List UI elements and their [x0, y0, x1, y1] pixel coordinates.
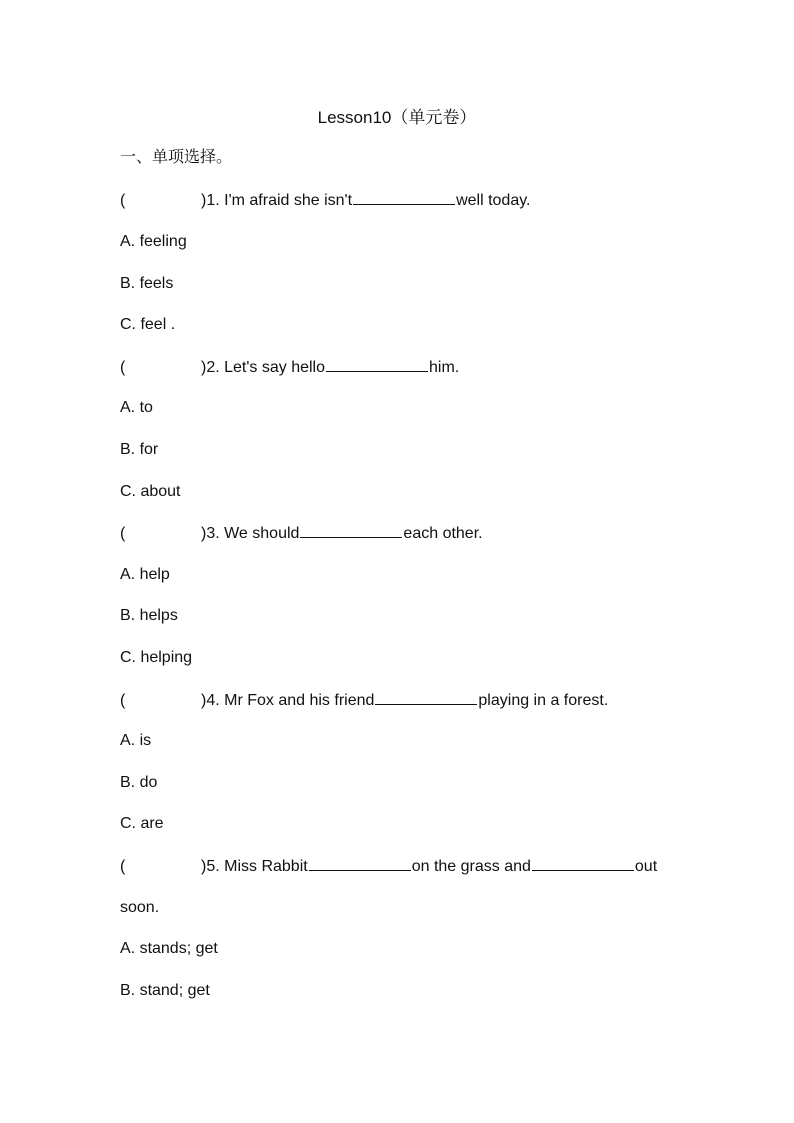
- question-4-option-a: A. is: [120, 732, 152, 749]
- question-2: [120, 357, 459, 378]
- question-1-option-c: C. feel .: [120, 316, 176, 333]
- question-4-option-c: C. are: [120, 815, 164, 832]
- question-1: [120, 190, 530, 211]
- question-4-blank: [375, 690, 477, 705]
- question-2-stem: )2. Let's say hello: [201, 359, 326, 376]
- question-4-stem: )4. Mr Fox and his friend: [201, 692, 375, 709]
- question-5-continuation: soon.: [120, 899, 160, 916]
- question-3-option-a: A. help: [120, 566, 170, 583]
- question-3: [120, 523, 483, 544]
- question-2-stem-end: him.: [429, 359, 460, 376]
- question-1-option-b: B. feels: [120, 275, 174, 292]
- question-3-stem-end: each other.: [403, 525, 483, 542]
- question-3-option-c: C. helping: [120, 649, 193, 666]
- question-3-option-b: B. helps: [120, 607, 178, 624]
- question-5-option-b: B. stand; get: [120, 982, 210, 999]
- question-5-stem-end: out: [634, 858, 658, 875]
- question-4: [120, 690, 608, 711]
- section-heading: 一、单项选择。: [120, 149, 233, 166]
- question-4-stem-end: playing in a forest.: [478, 692, 609, 709]
- question-2-blank: [326, 357, 428, 372]
- answer-paren-open: (: [120, 692, 126, 709]
- page-title: Lesson10（单元卷）: [317, 108, 477, 127]
- question-1-blank: [353, 190, 455, 205]
- question-5-stem-mid: on the grass and: [411, 858, 531, 875]
- answer-paren-open: (: [120, 858, 126, 875]
- question-4-option-b: B. do: [120, 774, 158, 791]
- question-1-stem-end: well today.: [456, 192, 531, 209]
- answer-paren-open: (: [120, 525, 126, 542]
- question-5-stem: )5. Miss Rabbit: [201, 858, 308, 875]
- question-1-stem: )1. I'm afraid she isn't: [201, 192, 353, 209]
- question-5-blank-1: [309, 856, 411, 871]
- question-5: [120, 856, 657, 877]
- question-3-stem: )3. We should: [201, 525, 300, 542]
- question-1-option-a: A. feeling: [120, 233, 187, 250]
- question-3-blank: [300, 523, 402, 538]
- question-2-option-c: C. about: [120, 483, 181, 500]
- question-2-option-b: B. for: [120, 441, 159, 458]
- answer-paren-open: (: [120, 192, 126, 209]
- question-5-option-a: A. stands; get: [120, 940, 218, 957]
- question-5-blank-2: [532, 856, 634, 871]
- answer-paren-open: (: [120, 359, 126, 376]
- question-2-option-a: A. to: [120, 399, 153, 416]
